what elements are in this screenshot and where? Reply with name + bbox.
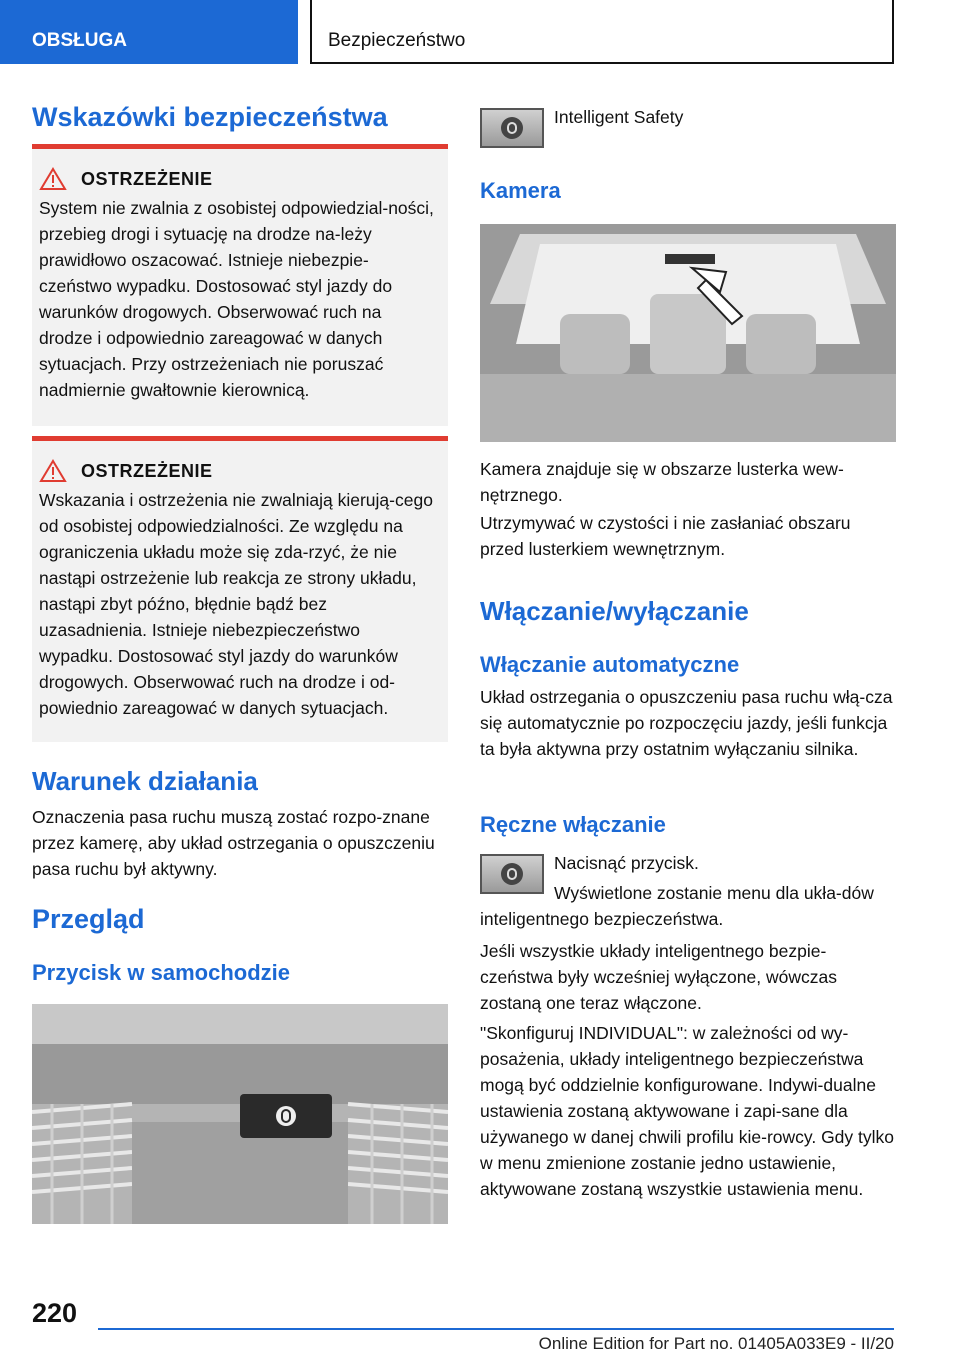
- camera-location-photo: [480, 224, 896, 442]
- camera-text-2: Utrzymywać w czystości i nie zasłaniać obszaru przed lusterkiem wewnętrznym.: [480, 513, 851, 559]
- warning-title: OSTRZEŻENIE: [81, 460, 213, 481]
- page-number: 220: [32, 1298, 78, 1328]
- camera-heading: Kamera: [480, 178, 561, 203]
- warning-box-1: [32, 144, 448, 426]
- edition-note: Online Edition for Part no. 01405A033E9 - II/20: [538, 1334, 894, 1353]
- footer-divider: [98, 1328, 894, 1330]
- warning-triangle-icon: [39, 167, 67, 191]
- condition-heading: Warunek działania: [32, 766, 258, 796]
- camera-text-1: Kamera znajduje się w obszarze lusterka wew-nętrznego.: [480, 459, 844, 505]
- overview-heading: Przegląd: [32, 904, 145, 934]
- warning-title: OSTRZEŻENIE: [81, 168, 213, 189]
- section-tab: OBSŁUGA: [0, 0, 298, 64]
- dashboard-button-photo: [32, 1004, 448, 1224]
- button-in-car-heading: Przycisk w samochodzie: [32, 960, 290, 985]
- manual-result: Wyświetlone zostanie menu dla ukła-dów inteligentnego bezpieczeństwa.: [480, 883, 874, 929]
- button-caption: Intelligent Safety: [554, 107, 684, 127]
- page-title: Wskazówki bezpieczeństwa: [32, 102, 388, 132]
- chapter-title: Bezpieczeństwo: [310, 0, 894, 64]
- warning-triangle-icon: [39, 459, 67, 483]
- manual-on-heading: Ręczne włączanie: [480, 812, 666, 837]
- warning-box-2: [32, 436, 448, 742]
- manual-text-2: Jeśli wszystkie układy inteligentnego bezpie-czeństwa były wcześniej wyłączone, wówczas zostaną one teraz włączone.: [480, 941, 837, 1013]
- condition-text: Oznaczenia pasa ruchu muszą zostać rozpo-znane przez kamerę, aby układ ostrzegania o opuszczeniu pasa ruchu był aktywny.: [32, 807, 435, 879]
- warning-text: Wskazania i ostrzeżenia nie zwalniają kierują-cego od osobistej odpowiedzialności. Ze względu na ograniczenia układu może się zda-rzyć, że nie nastąpi ostrzeżenie lub reakcja ze strony układu, nastąpi zbyt późno, błędnie bądź bez uzasadnienia. Istnieje niebezpieczeństwo wypadku. Dostosować styl jazdy do warunków drogowych. Obserwować ruch na drodze i od-powiednio zareagować w danych sytuacjach.: [39, 490, 433, 718]
- auto-on-heading: Włączanie automatyczne: [480, 652, 740, 677]
- manual-text-3: "Skonfiguruj INDIVIDUAL": w zależności od wy-posażenia, układy inteligentnego bezpieczeństwa mogą być oddzielnie konfigurowane. Indywi-dualne ustawienia zostaną aktywowane i zapi-sane dla używanego w danej chwili profilu kie-rowcy. Gdy tylko w menu zmienione zostanie jedno ustawienie, aktywowane zostaną wszystkie ustawienia menu.: [480, 1023, 895, 1199]
- manual-step: Nacisnąć przycisk.: [554, 853, 699, 873]
- onoff-heading: Włączanie/wyłączanie: [480, 596, 749, 626]
- warning-text: System nie zwalnia z osobistej odpowiedzial-ności, przebieg drogi i sytuację na drodze na-leży prawidłowo oszacować. Istnieje niebezpie-czeństwo wypadku. Dostosować styl jazdy do warunków drogowych. Obserwować ruch na drodze i odpowiednio zareagować w danych sytuacjach. Przy ostrzeżeniach nie poruszać nadmiernie gwałtownie kierownicą.: [39, 198, 434, 400]
- auto-on-text: Układ ostrzegania o opuszczeniu pasa ruchu włą-cza się automatycznie po rozpoczęciu jazdy, jeśli funkcja ta była aktywna przy ostatnim wyłączaniu silnika.: [480, 687, 893, 759]
- intelligent-safety-button-icon: [480, 108, 544, 148]
